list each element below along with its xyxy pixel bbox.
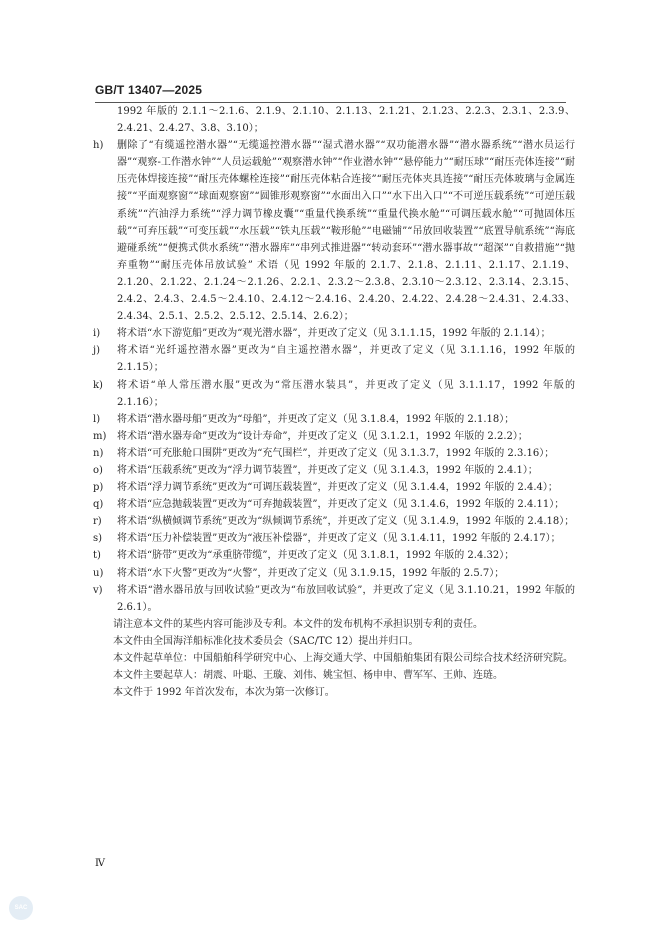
list-item [93, 530, 575, 547]
list-item-label: r) [93, 516, 102, 528]
list-item-text: 将术语“压力补偿装置”更改为“液压补偿器”，并更改了定义（见 3.1.4.11，1992 年版的 2.4.17）； [117, 533, 561, 545]
list-item-label: v) [93, 584, 103, 596]
list-item [93, 325, 575, 342]
list-item-text: 将术语“纵横倾调节系统”更改为“纵倾调节系统”，并更改了定义（见 3.1.4.9，1992 年版的 2.4.18）； [117, 516, 575, 528]
list-item [93, 137, 575, 325]
list-item [93, 462, 575, 479]
list-item-text: 将术语“压载系统”更改为“浮力调节装置”，并更改了定义（见 3.1.4.3，1992 年版的 2.4.1）； [117, 464, 538, 476]
list-item-text: 将术语“脐带”更改为“承重脐带缆”，并更改了定义（见 3.1.8.1，1992 年版的 2.4.32）； [117, 550, 515, 562]
list-item [93, 496, 575, 513]
list-item-text: 将术语“水下游览船”更改为“观光潜水器”，并更改了定义（见 3.1.1.15，1992 年版的 2.1.14）； [117, 328, 551, 340]
intro-continuation: 1992 年版的 2.1.1～2.1.6、2.1.9、2.1.10、2.1.13、2.1.21、2.1.23、2.2.3、2.3.1、2.3.9、2.4.21、2.4.27、3.8、3.10）； [117, 106, 575, 135]
list-item-text: 将术语“潜水器母船”更改为“母船”，并更改了定义（见 3.1.8.4，1992 年版的 2.1.18）； [117, 413, 515, 425]
paragraph: 本文件起草单位：中国船舶科学研究中心、上海交通大学、中国船舶集团有限公司综合技术经济研究院。 [113, 653, 573, 664]
list-item-text: 将术语“潜水器吊放与回收试验”更改为“布放回收试验”，并更改了定义（见 3.1.10.21，1992 年版的 2.6.1）。 [117, 584, 575, 613]
list-item-label: p) [93, 482, 104, 494]
document-body [93, 103, 575, 701]
paragraph: 请注意本文件的某些内容可能涉及专利。本文件的发布机构不承担识别专利的责任。 [113, 618, 483, 630]
list-item-label: o) [93, 464, 103, 476]
page-number: Ⅳ [95, 858, 105, 869]
list-item-label: u) [93, 567, 104, 579]
list-item-text: 将术语“单人常压潜水服”更改为“常压潜水装具”，并更改了定义（见 3.1.1.17，1992 年版的 2.1.16）； [117, 379, 575, 408]
change-list [93, 137, 575, 616]
list-item [93, 342, 575, 376]
list-item [93, 411, 575, 428]
paragraphs [93, 616, 575, 701]
sac-logo-watermark [9, 896, 33, 920]
list-item-text: 将术语“潜水器寿命”更改为“设计寿命”，并更改了定义（见 3.1.2.1，1992 年版的 2.2.2）； [117, 430, 528, 442]
list-item [93, 479, 575, 496]
list-item-label: h) [93, 140, 104, 152]
list-item [93, 582, 575, 616]
list-item-text: 将术语“浮力调节系统”更改为“可调压载装置”，并更改了定义（见 3.1.4.4，1992 年版的 2.4.4）； [117, 482, 558, 494]
list-item-text: 将术语“应急抛载装置”更改为“可弃抛载装置”，并更改了定义（见 3.1.4.6，1992 年版的 2.4.11）； [117, 499, 565, 511]
list-item-label: l) [93, 413, 101, 425]
list-item-text: 将术语“水下火警”更改为“火警”，并更改了定义（见 3.1.9.15，1992 年版的 2.5.7）； [117, 567, 505, 579]
list-item-text: 删除了“有缆遥控潜水器”“无缆遥控潜水器”“湿式潜水器”“双功能潜水器”“潜水器系统”“潜水员运行器”“观察-工作潜水钟”“人员运载舱”“观察潜水钟”“作业潜水钟”“悬停能力”“耐压球”“耐压壳体连接”“耐压壳体焊接连接”“耐压壳体螺栓连接”“耐压壳体粘合连接”“耐压壳体夹具连接”“耐压壳体玻璃与金属连接”“平面观察窗”“球面观察窗”“圆锥形观察窗”“水面出入口”“水下出入口”“不可逆压载系统”“可逆压载系统”“汽油浮力系统”“浮力调节橡皮囊”“重量代换系统”“重量代换水舱”“可调压载水舱”“可抛固体压载”“可弃压载”“可变压载”“水压载”“铁丸压载”“鞍形舱”“电磁铺”“吊放回收装置”“底置导航系统”“海底避碰系统”“便携式供水系统”“潜水器库”“串列式推进器”“转动套环”“潜水器事故”“超深”“自救措施”“抛弃重物”“耐压壳体吊放试验” 术语（见 1992 年版的 2.1.7、2.1.8、2.1.11、2.1.17、2.1.19、2.1.20、2.1.22、2.1.24～2.1.26、2.2.1、2.3.2～2.3.8、2.3.10～2.3.12、2.3.14、2.3.15、2.4.2、2.4.3、2.4.5～2.4.10、2.4.12～2.4.16、2.4.20、2.4.22、2.4.28～2.4.31、2.4.33、2.4.34、2.5.1、2.5.2、2.5.12、2.5.14、2.6.2）； [117, 140, 575, 323]
list-item-label: n) [93, 447, 104, 459]
list-item-text: 将术语“可充胀舱口围阱”更改为“充气围栏”，并更改了定义（见 3.1.3.7，1992 年版的 2.3.16）； [117, 447, 555, 459]
list-item-label: t) [93, 550, 101, 562]
list-item-label: s) [93, 533, 103, 545]
list-item-label: m) [93, 430, 107, 442]
list-item-text: 将术语“光纤遥控潜水器”更改为“自主遥控潜水器”，并更改了定义（见 3.1.1.16，1992 年版的 2.1.15）； [117, 345, 575, 374]
paragraph: 本文件主要起草人：胡震、叶聪、王璇、刘伟、姚宝恒、杨申申、曹军军、王帅、连琏。 [113, 670, 503, 682]
list-item [93, 513, 575, 530]
logo-text: SAC [14, 905, 28, 911]
standard-number: GB/T 13407—2025 [95, 83, 203, 97]
list-item-label: i) [93, 328, 101, 340]
paragraph: 本文件由全国海洋船标准化技术委员会（SAC/TC 12）提出并归口。 [113, 635, 419, 647]
list-item [93, 445, 575, 462]
list-item [93, 428, 575, 445]
list-item [93, 565, 575, 582]
list-item-label: k) [93, 379, 103, 391]
paragraph: 本文件于 1992 年首次发布，本次为第一次修订。 [113, 687, 335, 699]
list-item-label: q) [93, 499, 104, 511]
list-item-label: j) [93, 345, 101, 357]
list-item [93, 547, 575, 564]
list-item [93, 377, 575, 411]
